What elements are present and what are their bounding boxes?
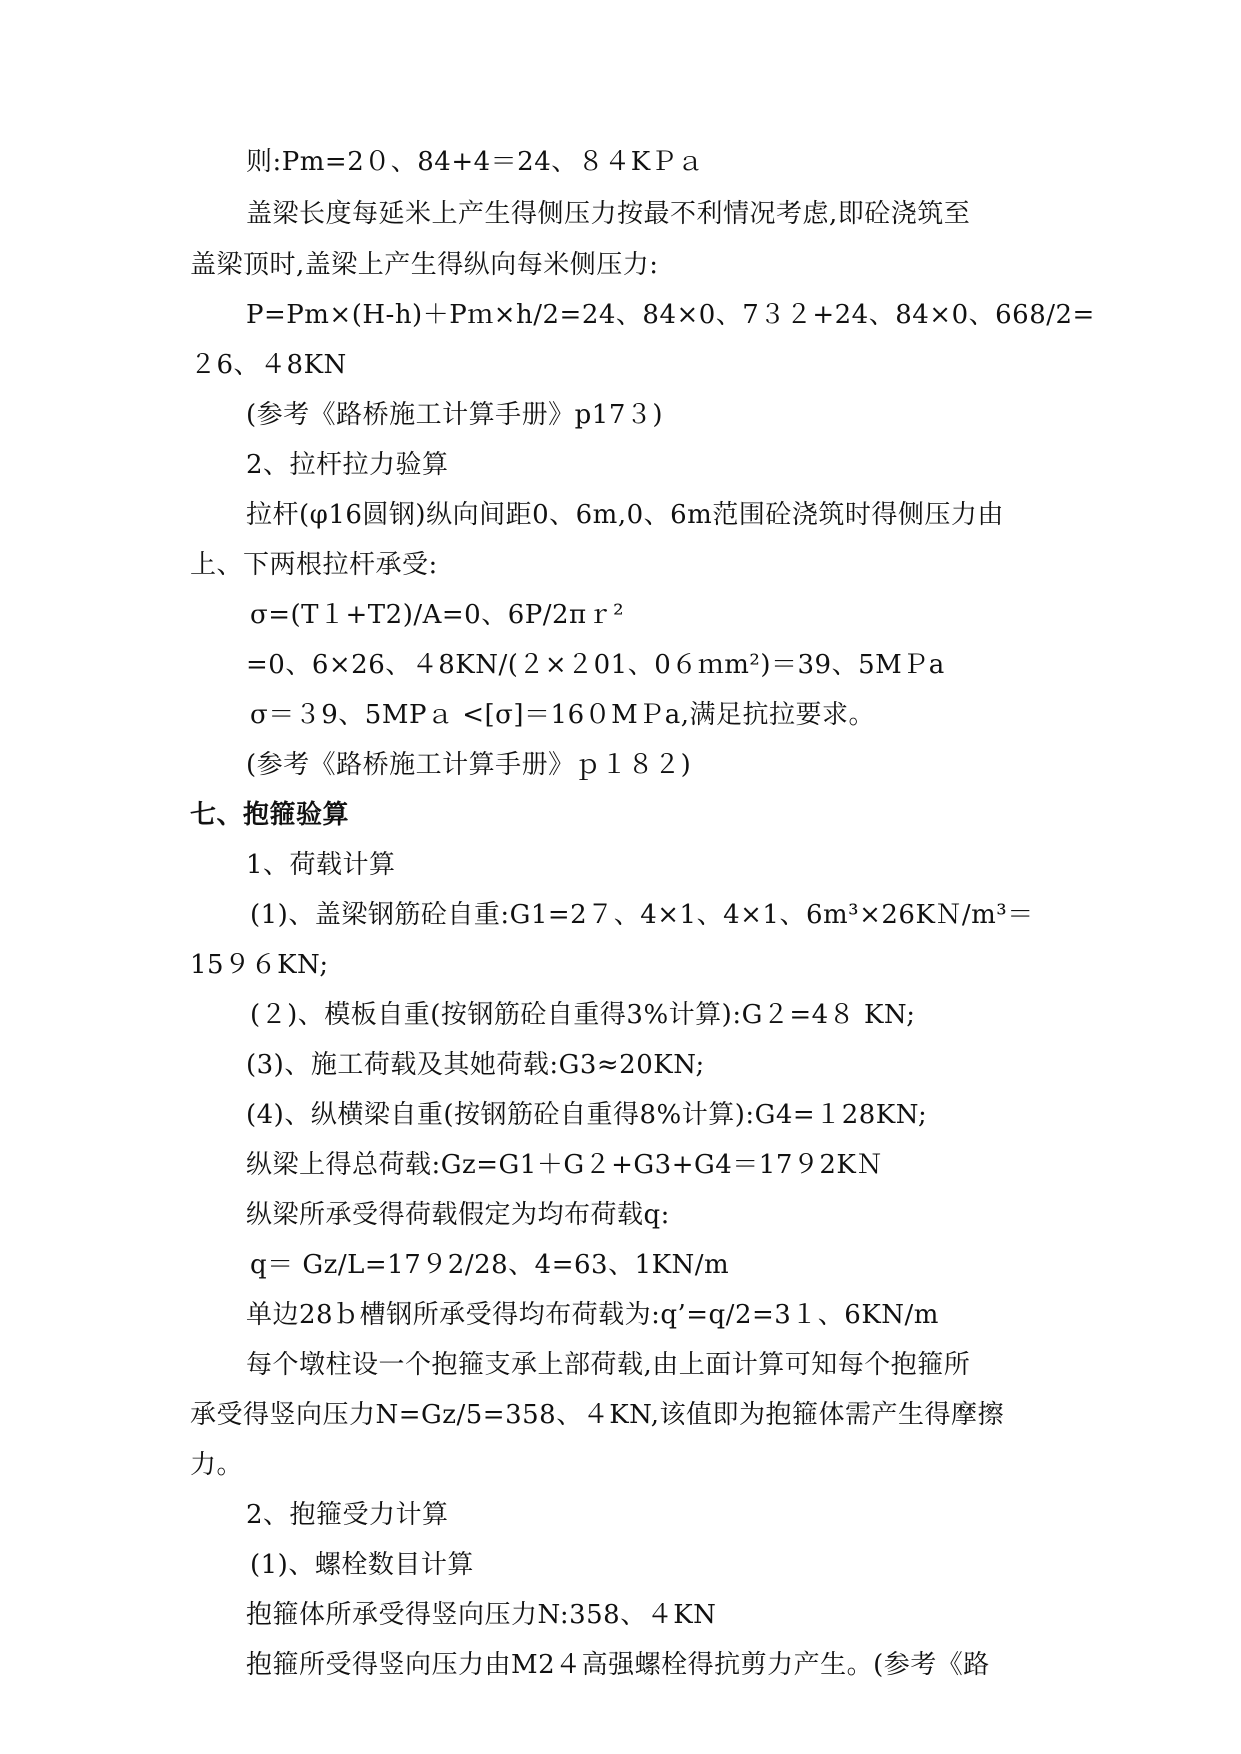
- text-line: 盖梁长度每延米上产生得侧压力按最不利情况考虑,即砼浇筑至: [246, 199, 971, 229]
- text-line: 拉杆(φ16圆钢)纵向间距0、6m,0、6m范围砼浇筑时得侧压力由: [246, 500, 1004, 530]
- formula-line: =0、6×26、４8KN/(２×２01、0６ｍm²)＝39、5MＰa: [246, 650, 945, 680]
- formula-line: 纵梁上得总荷载:Gz=G1＋G２+G3+G4＝17９2KＮ: [246, 1150, 883, 1180]
- subsection-heading: 2、抱箍受力计算: [246, 1500, 449, 1530]
- formula-line: 15９６KN;: [190, 950, 329, 980]
- text-line: 力。: [190, 1450, 244, 1480]
- formula-line: 单边28ｂ槽钢所承受得均布荷载为:q’=q/2=3１、6KN/m: [246, 1300, 939, 1330]
- text-line: 承受得竖向压力N=Gz/5=358、４KN,该值即为抱箍体需产生得摩擦: [190, 1400, 1004, 1430]
- text-line: 抱箍所受得竖向压力由M2４高强螺栓得抗剪力产生。(参考《路: [246, 1650, 990, 1680]
- text-line: 抱箍体所承受得竖向压力N:358、４KN: [246, 1600, 717, 1630]
- subsection-heading: 1、荷载计算: [246, 850, 396, 880]
- reference-line: (参考《路桥施工计算手册》ｐ１８２): [246, 750, 692, 780]
- formula-line: P=Pm×(H-h)＋Pｍ×h/2=24、84×0、7３２+24、84×0、668/2=: [246, 300, 1095, 330]
- formula-line: (4)、纵横梁自重(按钢筋砼自重得8%计算):G4=１28KN;: [246, 1100, 928, 1130]
- text-line: 则:Pm=2０、84+4＝24、８４KＰａ: [246, 147, 704, 177]
- reference-line: (参考《路桥施工计算手册》p17３): [246, 400, 664, 430]
- formula-line: σ＝３9、5MPａ <[σ]＝16０MＰa,满足抗拉要求。: [250, 700, 876, 730]
- text-line: 上、下两根拉杆承受:: [190, 550, 438, 580]
- formula-line: (２)、模板自重(按钢筋砼自重得3%计算):G２=4８ KN;: [250, 1000, 916, 1030]
- formula-line: q＝ Gz/L=17９2/28、4=63、1KN/m: [250, 1250, 730, 1280]
- formula-line: (1)、盖梁钢筋砼自重:G1=2７、4×1、4×1、6m³×26KＮ/m³＝: [250, 900, 1034, 930]
- section-heading: 七、抱箍验算: [190, 800, 350, 830]
- subsection-heading: 2、拉杆拉力验算: [246, 450, 449, 480]
- text-line: 每个墩柱设一个抱箍支承上部荷载,由上面计算可知每个抱箍所: [246, 1350, 971, 1380]
- formula-line: (3)、施工荷载及其她荷载:G3≈20KN;: [246, 1050, 705, 1080]
- text-line: (1)、螺栓数目计算: [250, 1550, 474, 1580]
- formula-line: σ=(T１+T2)/A=0、6P/2πｒ²: [250, 600, 625, 630]
- formula-line: ２6、４8KN: [190, 350, 347, 380]
- text-line: 盖梁顶时,盖梁上产生得纵向每米侧压力:: [190, 250, 659, 280]
- text-line: 纵梁所承受得荷载假定为均布荷载q:: [246, 1200, 670, 1230]
